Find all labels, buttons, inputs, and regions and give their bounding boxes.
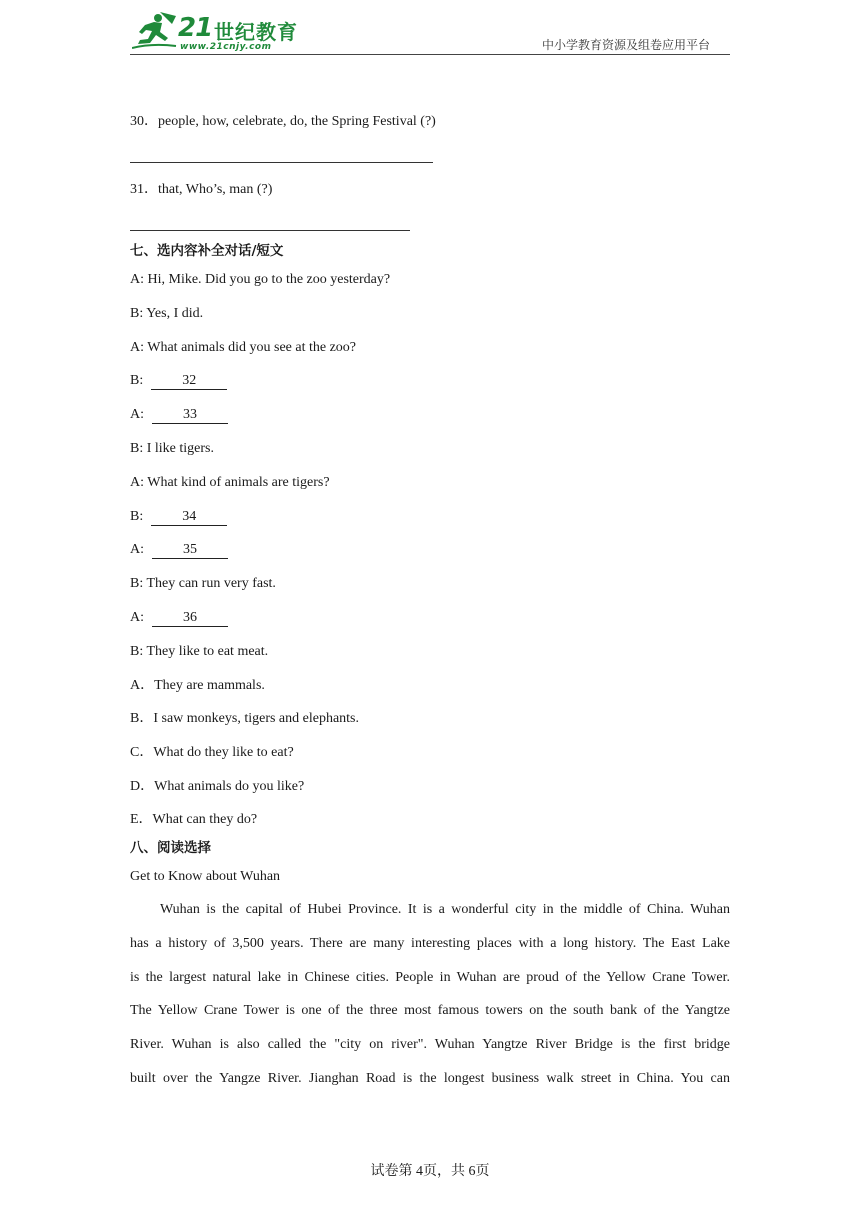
page-footer: 试卷第 4页，共 6页 bbox=[370, 1164, 490, 1179]
passage-line: built over the Yangze River. Jianghan Road is the longest business walk street in China. You can bbox=[130, 1070, 730, 1086]
header-platform-text: 中小学教育资源及组卷应用平台 bbox=[541, 38, 710, 52]
gap-34[interactable]: 34 bbox=[151, 509, 227, 526]
gap-36[interactable]: 36 bbox=[152, 610, 228, 627]
dialogue-gap-35 bbox=[130, 541, 228, 559]
speaker-label: B: bbox=[130, 509, 144, 524]
dialogue-gap-33 bbox=[130, 406, 228, 424]
header-divider bbox=[130, 54, 730, 55]
page-header bbox=[130, 8, 730, 56]
answer-line-30[interactable] bbox=[130, 162, 433, 163]
passage-line: The Yellow Crane Tower is one of the three most famous towers on the south bank of the Yangtze bbox=[130, 1003, 730, 1019]
speaker-label: A: bbox=[130, 542, 144, 557]
passage-line: River. Wuhan is also called the "city on river". Wuhan Yangtze River Bridge is the first bridge bbox=[130, 1037, 730, 1053]
section-7-title: 七、选内容补全对话/短文 bbox=[130, 243, 284, 259]
passage-line: is the largest natural lake in Chinese cities. People in Wuhan are proud of the Yellow Crane Tower. bbox=[130, 969, 730, 985]
logo bbox=[130, 10, 310, 54]
dialogue-line: A: Hi, Mike. Did you go to the zoo yesterday? bbox=[130, 272, 391, 287]
question-31: 31．that, Who’s, man (?) bbox=[130, 182, 273, 197]
dialogue-gap-34 bbox=[130, 508, 227, 526]
answer-line-31[interactable] bbox=[130, 230, 410, 231]
dialogue-line: B: I like tigers. bbox=[130, 441, 214, 456]
passage-title: Get to Know about Wuhan bbox=[130, 869, 281, 884]
passage-body bbox=[130, 893, 730, 1096]
speaker-label: A: bbox=[130, 407, 144, 422]
option-e: E．What can they do? bbox=[130, 812, 258, 827]
question-30: 30．people, how, celebrate, do, the Spring Festival (?) bbox=[130, 114, 436, 129]
passage-line: Wuhan is the capital of Hubei Province. It is a wonderful city in the middle of China. Wuhan bbox=[160, 902, 730, 917]
dialogue-line: B: They can run very fast. bbox=[130, 576, 276, 591]
logo-chinese-name: 世纪教育 bbox=[214, 20, 298, 44]
gap-35[interactable]: 35 bbox=[152, 542, 228, 559]
gap-32[interactable]: 32 bbox=[151, 373, 227, 390]
dialogue-line: B: They like to eat meat. bbox=[130, 644, 269, 659]
passage-line: has a history of 3,500 years. There are many interesting places with a long history. The East Lake bbox=[130, 935, 730, 951]
dialogue-line: A: What kind of animals are tigers? bbox=[130, 475, 330, 490]
dialogue-gap-32 bbox=[130, 372, 227, 390]
dialogue-gap-36 bbox=[130, 609, 228, 627]
logo-number: 21 bbox=[178, 13, 213, 43]
dialogue-line: A: What animals did you see at the zoo? bbox=[130, 340, 357, 355]
section-8-title: 八、阅读选择 bbox=[130, 840, 211, 856]
speaker-label: B: bbox=[130, 373, 144, 388]
runner-logo-icon bbox=[132, 10, 178, 50]
gap-33[interactable]: 33 bbox=[152, 407, 228, 424]
option-c: C．What do they like to eat? bbox=[130, 745, 294, 760]
option-b: B．I saw monkeys, tigers and elephants. bbox=[130, 711, 360, 726]
dialogue-line: B: Yes, I did. bbox=[130, 306, 204, 321]
option-d: D．What animals do you like? bbox=[130, 779, 305, 794]
speaker-label: A: bbox=[130, 610, 144, 625]
logo-url: www.21cnjy.com bbox=[180, 42, 272, 52]
option-a: A．They are mammals. bbox=[130, 678, 265, 693]
